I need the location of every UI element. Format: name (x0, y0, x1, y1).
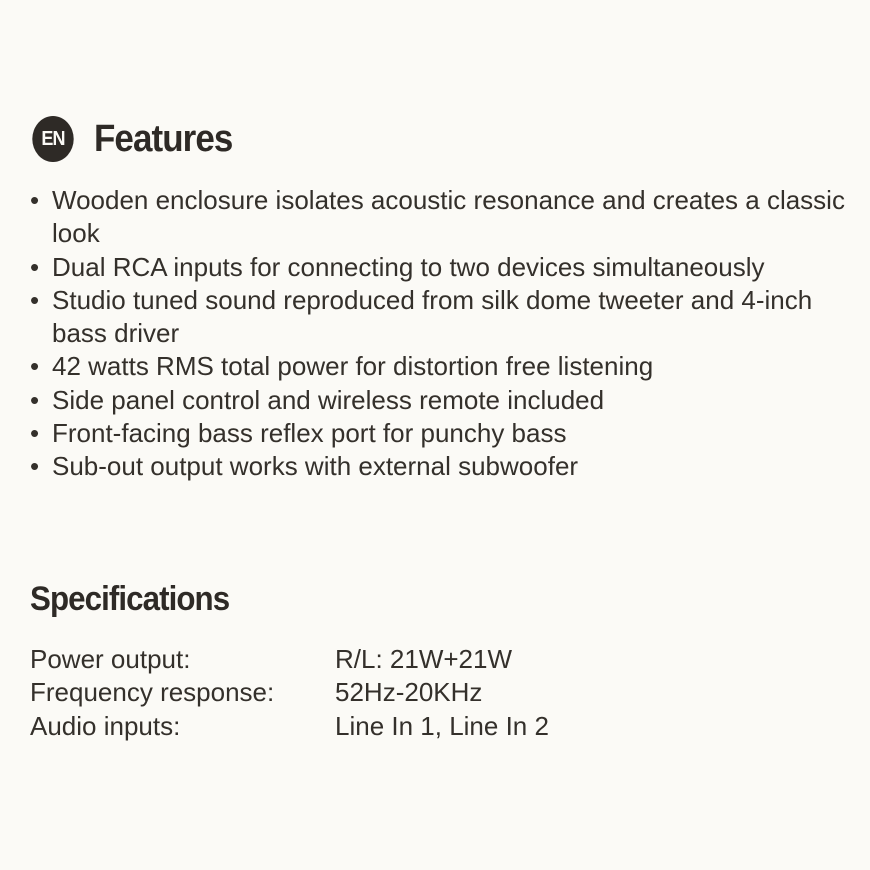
spec-label: Power output: (30, 644, 191, 674)
table-row (30, 676, 549, 709)
features-title: Features (94, 117, 233, 160)
list-item (30, 350, 860, 383)
spec-label: Frequency response: (30, 677, 275, 708)
specifications-title: Specifications (30, 580, 230, 618)
bullet-icon: • (30, 251, 40, 282)
feature-text: Wooden enclosure isolates acoustic resonance and creates a classic look (52, 185, 845, 249)
feature-text: Studio tuned sound reproduced from silk dome tweeter and 4-inch bass driver (52, 284, 813, 349)
list-item (30, 450, 860, 483)
feature-text: 42 watts RMS total power for distortion free listening (52, 351, 654, 382)
feature-text: Front-facing bass reflex port for punchy bass (52, 418, 567, 449)
spec-label: Audio inputs: (30, 710, 181, 741)
table-row (30, 643, 549, 676)
bullet-icon: • (30, 185, 40, 215)
list-item (30, 417, 860, 450)
bullet-icon: • (30, 284, 40, 315)
language-badge: EN (32, 116, 73, 162)
bullet-icon: • (30, 384, 40, 415)
bullet-icon: • (30, 451, 40, 482)
specifications-table (30, 643, 549, 743)
feature-text: Dual RCA inputs for connecting to two devices simultaneously (52, 251, 765, 282)
feature-text: Sub-out output works with external subwoofer (52, 451, 579, 482)
spec-value: R/L: 21W+21W (335, 644, 513, 674)
feature-list (30, 184, 860, 484)
list-item (30, 384, 860, 417)
features-header (30, 116, 244, 162)
list-item (30, 251, 860, 284)
spec-value: Line In 1, Line In 2 (335, 710, 549, 741)
table-row (30, 710, 549, 743)
feature-text: Side panel control and wireless remote included (52, 384, 605, 415)
bullet-icon: • (30, 351, 40, 382)
list-item (30, 184, 860, 251)
spec-value: 52Hz-20KHz (335, 677, 483, 708)
list-item (30, 284, 860, 351)
bullet-icon: • (30, 418, 40, 449)
